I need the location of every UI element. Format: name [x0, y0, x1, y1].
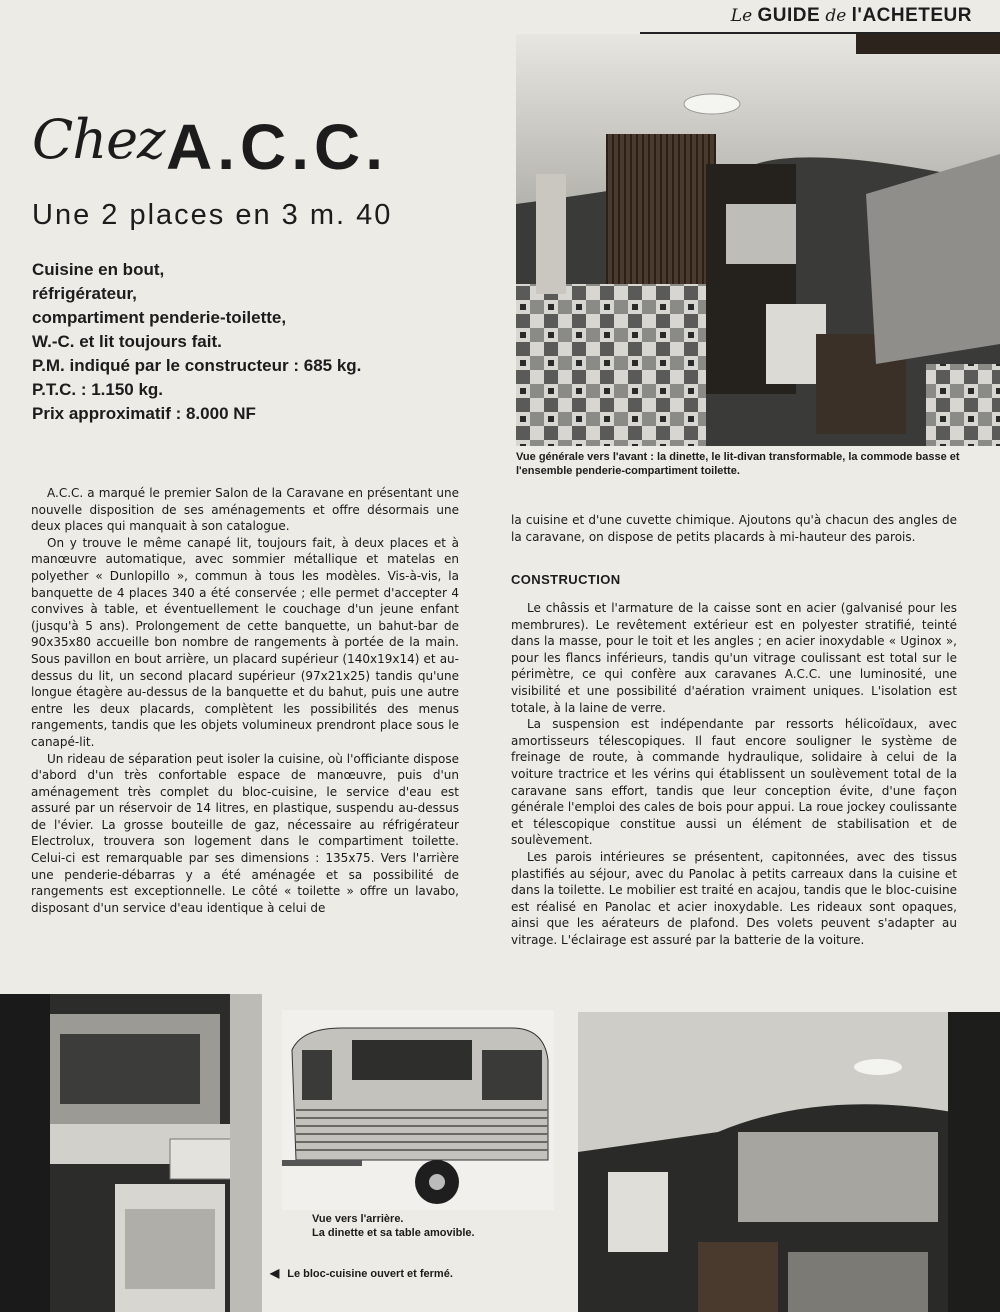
- body-paragraph: Le châssis et l'armature de la caisse sont en acier (galvanisé pour les membrures). Le revêtement extérieur est en polyester stratifié, teinté dans la masse, pour le toit et les angles ; en acier inoxydable « Uginox », pour les flancs inférieurs, tandis qu'un vitrage coulissant est total sur le périmètre, ce qui confère aux caravanes A.C.C. une luminosité, une visibilité et une possibilité d'aération vraiment uniques. L'isolation est totale, à la laine de verre.: [511, 601, 957, 715]
- photo-caravan-exterior: [282, 1010, 554, 1210]
- caption-rear-line: La dinette et sa table amovible.: [312, 1227, 475, 1239]
- caption-rear-view: [312, 1212, 552, 1240]
- body-column-right-top: [511, 512, 957, 545]
- title-brand: A.C.C.: [166, 111, 388, 183]
- photo-interior-rear: [578, 1012, 1000, 1312]
- title-chez: Chez: [32, 108, 165, 171]
- photo-interior-front: [516, 34, 1000, 446]
- header-acheteur: l'ACHETEUR: [851, 5, 972, 26]
- spec-line: P.M. indiqué par le constructeur : 685 kg.: [32, 356, 362, 375]
- body-paragraph: Un rideau de séparation peut isoler la cuisine, où l'officiante dispose d'abord d'un très confortable espace de manœuvre, puis d'un aménagement très complet du bloc-cuisine, le service d'eau est assuré par un réservoir de 14 litres, en plastique, suspendu au-dessus de l'évier. La grosse bouteille de gaz, nécessaire au réfrigérateur Electrolux, trouvera son logement dans le compartiment toilette. Celui-ci est remarquable par ses dimensions : 135x75. Vers l'arrière une penderie-débarras y a été aménagée et sa possibilité de rangements est exceptionnelle. Le côté « toilette » offre un lavabo, disposant d'un service d'eau identique à celui de: [31, 751, 459, 915]
- caption-kitchen-text: Le bloc-cuisine ouvert et fermé.: [287, 1268, 453, 1280]
- spec-line: W.-C. et lit toujours fait.: [32, 332, 222, 351]
- caption-interior-front: Vue générale vers l'avant : la dinette, le lit-divan transformable, la commode basse et l'ensemble penderie-compartiment toilette.: [516, 451, 960, 477]
- body-paragraph: la cuisine et d'une cuvette chimique. Ajoutons qu'à chacun des angles de la caravane, on dispose de petits placards à mi-hauteur des parois.: [511, 513, 957, 544]
- photo-interior-front-drawing: [516, 34, 1000, 446]
- spec-line: Cuisine en bout,: [32, 260, 165, 279]
- caption-rear-line: Vue vers l'arrière.: [312, 1213, 404, 1225]
- photo-interior-rear-drawing: [578, 1012, 1000, 1312]
- body-column-left: [31, 485, 459, 916]
- section-header: [640, 0, 1000, 34]
- photo-kitchen-block-drawing: [0, 994, 262, 1312]
- spec-line: réfrigérateur,: [32, 284, 137, 303]
- body-paragraph: La suspension est indépendante par ressorts hélicoïdaux, avec amortisseurs télescopiques. Il faut encore souligner le système de freinage de route, à commande hydraulique, solidaire à celui de la voiture tractrice et les vérins qui établissent un soulèvement total de la caravane sans effort, tandis que leur conception évite, d'une façon générale l'emploi des cales de bois pour appui. La roue jockey coulissante et télescopique constitue aussi un élément de stabilisation et de soulèvement.: [511, 717, 957, 848]
- body-paragraph: On y trouve le même canapé lit, toujours fait, à deux places et à manœuvre automatique, avec sommier métallique et matelas en polyether « Dunlopillo », commun à tous les modèles. Vis-à-vis, la banquette de 4 places 340 a été conservée ; elle permet d'accepter 4 convives à table, et éventuellement le couchage d'un jeune enfant (jusqu'à 5 ans). Prolongement de cette banquette, un bahut-bar de 90x35x80 accueille bon nombre de rangements à portée de la main. Sous pavillon en bout arrière, un placard supérieur (140x19x14) et au-dessus du lit, un second placard supérieur (97x21x25) tandis qu'une longue étagère au-dessus de la banquette et du bahut, puis une autre entre les deux placards, complètent les possibilités des menus rangements, tandis que les objets volumineux prendront place sous le canapé-lit.: [31, 535, 459, 749]
- spec-line: compartiment penderie-toilette,: [32, 308, 287, 327]
- spec-line: Prix approximatif : 8.000 NF: [32, 404, 256, 423]
- arrow-left-icon: ◀: [270, 1266, 280, 1280]
- spec-list: [32, 258, 361, 426]
- body-paragraph: Les parois intérieures se présentent, capitonnées, avec des tissus plastifiés au séjour, avec du Panolac à petits carreaux dans la cuisine et dans la toilette. Le mobilier est traité en acajou, tandis que le bloc-cuisine est réalisé en Panolac et acier inoxydable. Les rideaux sont opaques, ainsi que les aérateurs de plafond. Des volets peuvent s'adapter au vitrage. L'éclairage est assuré par la batterie de la voiture.: [511, 849, 957, 947]
- body-column-right: [511, 600, 957, 948]
- photo-kitchen-block: [0, 994, 262, 1312]
- construction-heading: CONSTRUCTION: [511, 572, 621, 587]
- photo-caravan-exterior-drawing: [282, 1010, 554, 1210]
- body-paragraph: A.C.C. a marqué le premier Salon de la Caravane en présentant une nouvelle disposition de ses aménagements et offre désormais une deux places qui manquait à son catalogue.: [31, 486, 459, 534]
- spec-line: P.T.C. : 1.150 kg.: [32, 380, 164, 399]
- caption-kitchen-block: [270, 1266, 570, 1281]
- header-le: Le: [730, 6, 753, 26]
- header-de: de: [825, 6, 847, 26]
- header-guide: GUIDE: [757, 5, 821, 26]
- article-subtitle: Une 2 places en 3 m. 40: [32, 199, 393, 231]
